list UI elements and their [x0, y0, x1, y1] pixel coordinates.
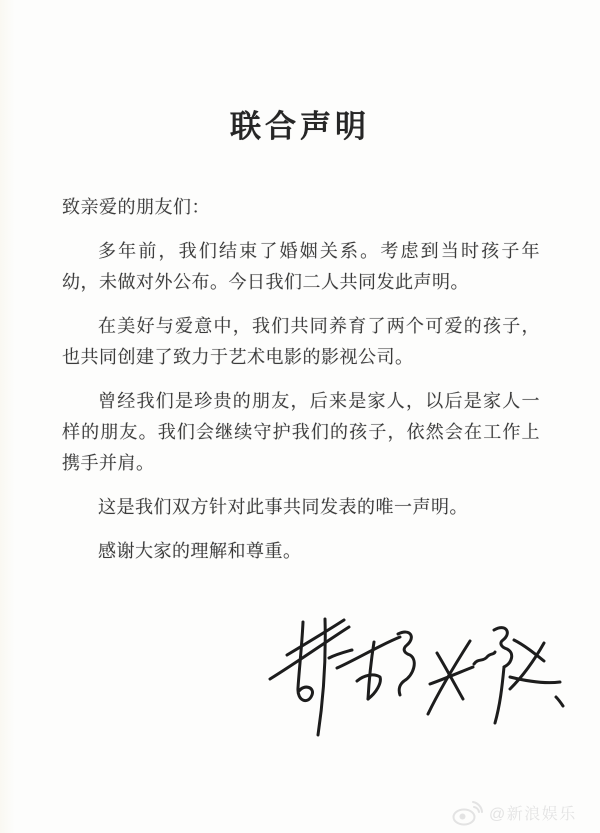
watermark-text: @新浪娱乐	[489, 805, 577, 823]
signature-comma-mark	[556, 697, 563, 706]
signatures-block	[252, 583, 582, 748]
weibo-logo-icon	[450, 796, 484, 828]
statement-body	[62, 192, 540, 567]
salutation-line: 致亲爱的朋友们：	[62, 197, 210, 217]
watermark	[450, 794, 577, 830]
statement-paragraph: 在美好与爱意中，我们共同养育了两个可爱的孩子，也共同创建了致力于艺术电影的影视公司。	[62, 316, 540, 367]
statement-paragraph: 曾经我们是珍贵的朋友，后来是家人，以后是家人一样的朋友。我们会继续守护我们的孩子，依然会在工作上携手并肩。	[62, 391, 540, 473]
statement-paragraph: 这是我们双方针对此事共同发表的唯一声明。	[98, 497, 468, 517]
signature-cao-yu	[270, 619, 414, 735]
signature-yao-chen	[428, 628, 563, 723]
statement-paragraph: 多年前，我们结束了婚姻关系。考虑到当时孩子年幼，未做对外公布。今日我们二人共同发此声明。	[62, 241, 540, 292]
page-title: 联合声明	[230, 109, 370, 144]
statement-paragraph: 感谢大家的理解和尊重。	[98, 541, 302, 561]
